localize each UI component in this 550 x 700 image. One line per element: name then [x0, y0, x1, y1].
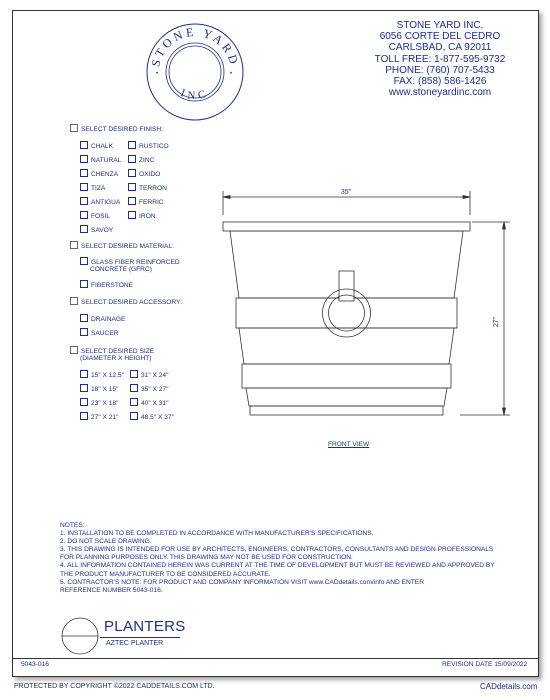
width-dimension-label: 35" [340, 189, 352, 196]
title-underline [100, 637, 180, 638]
material-option-gfrc-line2: CONCRETE (GFRC) [90, 266, 152, 273]
title-symbol-icon [60, 616, 100, 656]
planter-lower-band [242, 364, 451, 388]
company-web[interactable]: www.stoneyardinc.com [388, 87, 492, 99]
accessory-option-saucer[interactable]: SAUCER [80, 328, 118, 338]
finish-option-savoy[interactable]: SAVOY [80, 225, 113, 235]
planter-lower-body [239, 328, 454, 364]
finish-option-rustico[interactable]: RUSTICO [128, 141, 169, 151]
size-option-40x31[interactable]: 40" X 31" [130, 398, 168, 408]
size-heading-line2: (DIAMETER X HEIGHT) [80, 355, 152, 362]
drawing-subtitle: AZTEC PLANTER [106, 640, 164, 647]
note-line: 4. ALL INFORMATION CONTAINED HEREIN WAS CURRENT AT THE TIME OF DEVELOPMENT BUT MUST BE REVIEWED AND APPROVED BY [60, 562, 495, 570]
note-line: 1. INSTALLATION TO BE COMPLETED IN ACCORDANCE WITH MANUFACTURER'S SPECIFICATIONS. [60, 530, 374, 538]
company-fax: FAX: (858) 586-1426 [393, 76, 487, 88]
stone-yard-logo [145, 22, 245, 122]
front-view-label: FRONT VIEW [328, 441, 370, 448]
planter-front-view-drawing [210, 185, 520, 430]
svg-text:•: • [230, 71, 233, 77]
caddetails-brand[interactable]: CADdetails.com [480, 682, 538, 691]
size-option-18x15[interactable]: 18" X 15" [80, 384, 118, 394]
company-tollfree: TOLL FREE: 1-877-595-9732 [374, 53, 506, 65]
accessory-option-drainage[interactable]: DRAINAGE [80, 314, 125, 324]
finish-option-terron[interactable]: TERRON [128, 183, 167, 193]
copyright-text: PROTECTED BY COPYRIGHT ©2022 CADDETAILS.COM LTD. [14, 683, 215, 690]
company-name: STONE YARD INC. [396, 20, 484, 31]
material-option-fiberstone[interactable]: FIBERSTONE [80, 280, 133, 290]
logo-bottom-text: INC [178, 86, 212, 103]
finish-option-iron[interactable]: IRON [128, 211, 155, 221]
revision-date: REVISION DATE 15/09/2022 [442, 661, 528, 668]
size-option-48.5x37[interactable]: 48.5" X 37" [130, 412, 174, 422]
footer-divider [12, 658, 539, 659]
company-info [355, 20, 525, 98]
finish-option-antigua[interactable]: ANTIGUA [80, 197, 120, 207]
finish-option-oxido[interactable]: OXIDO [128, 169, 160, 179]
ring-holder [339, 271, 354, 301]
notes-block [60, 522, 495, 595]
finish-option-fosil[interactable]: FOSIL [80, 211, 110, 221]
size-option-31x24[interactable]: 31" X 24" [130, 370, 168, 380]
note-line: 3. THIS DRAWING IS INTENDED FOR USE BY ARCHITECTS, ENGINEERS, CONTRACTORS, CONSULTANTS AND DESIGN PROFESSIONALS [60, 546, 494, 554]
size-option-35x27[interactable]: 35" X 27" [130, 384, 168, 394]
planter-rim [223, 222, 470, 231]
company-street: 6056 CORTE DEL CEDRO [379, 31, 501, 43]
note-line: REFERENCE NUMBER 5043-016. [60, 586, 163, 594]
svg-text:INC [179, 87, 211, 102]
svg-text:•: • [156, 71, 159, 77]
planter-middle-band [236, 298, 457, 328]
note-line: 2. DO NOT SCALE DRAWING. [60, 538, 152, 546]
finish-option-tiza[interactable]: TIZA [80, 183, 105, 193]
planter-foot [250, 406, 443, 415]
drawing-title: PLANTERS [104, 618, 186, 635]
finish-option-chenza[interactable]: CHENZA [80, 169, 118, 179]
finish-option-ferric[interactable]: FERRIC [128, 197, 164, 207]
planter-base [246, 388, 447, 406]
accessory-heading[interactable]: SELECT DESIRED ACCESSORY: [70, 297, 182, 307]
checkbox[interactable] [70, 124, 78, 132]
material-heading[interactable]: SELECT DESIRED MATERIAL: [70, 241, 174, 251]
finish-heading[interactable]: SELECT DESIRED FINISH: [70, 124, 163, 134]
note-line: FOR PLANNING PURPOSES ONLY. THIS DRAWING MAY NOT BE USED FOR CONSTRUCTION. [60, 554, 353, 562]
notes-heading: NOTES: [60, 522, 85, 529]
material-option-gfrc[interactable]: GLASS FIBER REINFORCED [80, 257, 180, 267]
reference-code: 5043-016 [21, 661, 49, 668]
company-city: CARLSBAD, CA 92011 [388, 42, 492, 54]
note-line: 5. CONTRACTOR'S NOTE: FOR PRODUCT AND COMPANY INFORMATION VISIT www.CADdetails.com/info AND ENTER [60, 578, 424, 586]
finish-option-chalk[interactable]: CHALK [80, 141, 113, 151]
size-option-23x18[interactable]: 23" X 18" [80, 398, 118, 408]
logo-top-text: STONE YARD [148, 24, 242, 69]
svg-text:STONE YARD [148, 25, 241, 68]
size-option-15x12.5[interactable]: 15" X 12.5" [80, 370, 124, 380]
size-option-27x21[interactable]: 27" X 21" [80, 412, 118, 422]
finish-option-natural[interactable]: NATURAL [80, 155, 121, 165]
finish-option-zinc[interactable]: ZINC [128, 155, 154, 165]
height-dimension-label: 27" [493, 316, 500, 328]
size-heading[interactable]: SELECT DESIRED SIZE [70, 346, 154, 356]
note-line: THE PRODUCT MANUFACTURER TO BE CONSIDERED ACCURATE. [60, 570, 271, 578]
company-phone: PHONE: (760) 707-5433 [385, 64, 495, 76]
